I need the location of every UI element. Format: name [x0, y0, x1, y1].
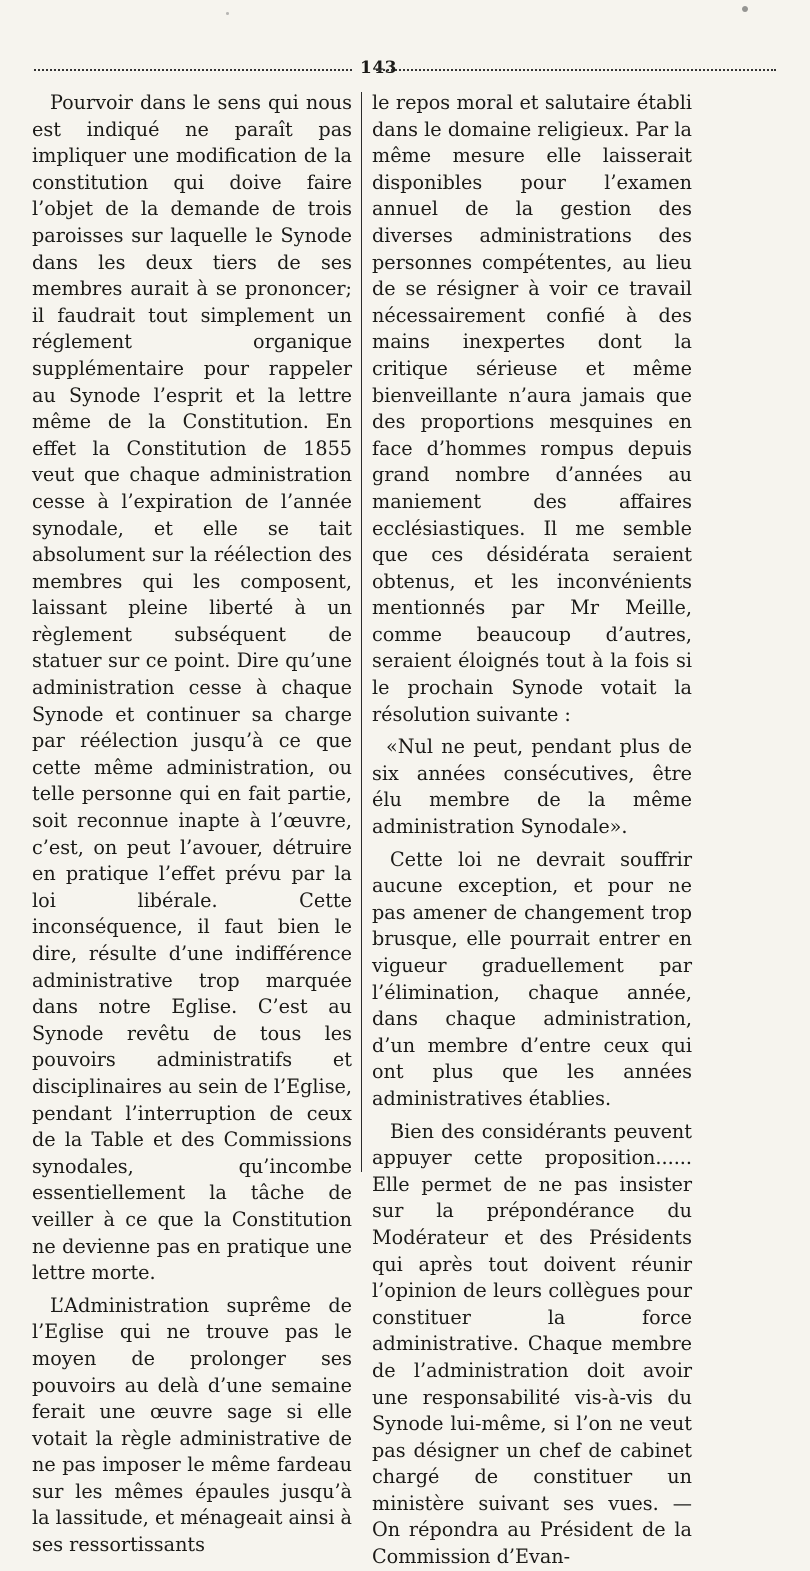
right-column	[372, 90, 692, 1571]
paragraph: L’Administration suprême de l’Eglise qui ne trouve pas le moyen de prolonger ses pouvoirs au delà d’une semaine ferait une œuvre sage si elle votait la règle administrative de ne pas imposer le même fardeau sur les mêmes épaules jusqu’à la lassitude, et ménageait ainsi à ses ressortissants	[32, 1293, 352, 1557]
paragraph: Bien des considérants peuvent appuyer cette proposition...... Elle permet de ne pas insister sur la prépondérance du Modérateur et des Présidents qui après tout doivent réunir l’opinion de leurs collègues pour constituer la force administrative. Chaque membre de l’administration doit avoir une responsabilité vis-à-vis du Synode lui-même, si l’on ne veut pas désigner un chef de cabinet chargé de constituer un ministère suivant ses vues. — On répondra au Président de la Commission d’Evan-	[372, 1119, 692, 1569]
paragraph: Pourvoir dans le sens qui nous est indiqué ne paraît pas impliquer une modification de la constitution qui doive faire l’objet de la demande de trois paroisses sur laquelle le Synode dans les deux tiers de ses membres aurait à se prononcer; il faudrait tout simplement un réglement organique supplémentaire pour rappeler au Synode l’esprit et la lettre même de la Constitution. En effet la Constitution de 1855 veut que chaque administration cesse à l’expiration de l’année synodale, et elle se tait absolument sur la réélection des membres qui les composent, laissant pleine liberté à un règlement subséquent de statuer sur ce point. Dire qu’une administration cesse à chaque Synode et continuer sa charge par réélection jusqu’à ce que cette même administration, ou telle personne qui en fait partie, soit reconnue inapte à l’œuvre, c’est, on peut l’avouer, détruire en pratique l’effet prévu par la loi libérale. Cette inconséquence, il faut bien le dire, résulte d’une indifférence administrative trop marquée dans notre Eglise. C’est au Synode revêtu de tous les pouvoirs administratifs et disciplinaires au sein de l’Eglise, pendant l’interruption de ceux de la Table et des Commissions synodales, qu’incombe essentiellement la tâche de veiller à ce que la Constitution ne devienne pas en pratique une lettre morte.	[32, 91, 352, 1285]
paragraph: Cette loi ne devrait souffrir aucune exception, et pour ne pas amener de changement trop brusque, elle pourrait entrer en vigueur graduellement par l’élimination, chaque année, dans chaque administration, d’un membre d’entre ceux qui ont plus que les années administratives établies.	[372, 847, 692, 1110]
page-header	[34, 58, 776, 82]
ink-spot	[226, 12, 229, 15]
column-divider	[361, 92, 362, 1172]
header-rule-left	[34, 69, 352, 71]
page-number: 143	[360, 58, 397, 78]
ink-spot	[742, 6, 748, 12]
quoted-resolution: «Nul ne peut, pendant plus de six années consécutives, être élu membre de la même administration Synodale».	[372, 735, 692, 839]
header-rule-right	[376, 69, 776, 71]
paragraph: le repos moral et salutaire établi dans le domaine religieux. Par la même mesure elle laisserait disponibles pour l’examen annuel de la gestion des diverses administrations des personnes compétentes, au lieu de se résigner à voir ce travail nécessairement confié à des mains inexpertes dont la critique sérieuse et même bienveillante n’aura jamais que des proportions mesquines en face d’hommes rompus depuis grand nombre d’années au maniement des affaires ecclésiastiques. Il me semble que ces désidérata seraient obtenus, et les inconvénients mentionnés par Mr Meille, comme beaucoup d’autres, seraient éloignés tout à la fois si le prochain Synode votait la résolution suivante :	[372, 91, 692, 726]
left-column	[32, 90, 352, 1559]
